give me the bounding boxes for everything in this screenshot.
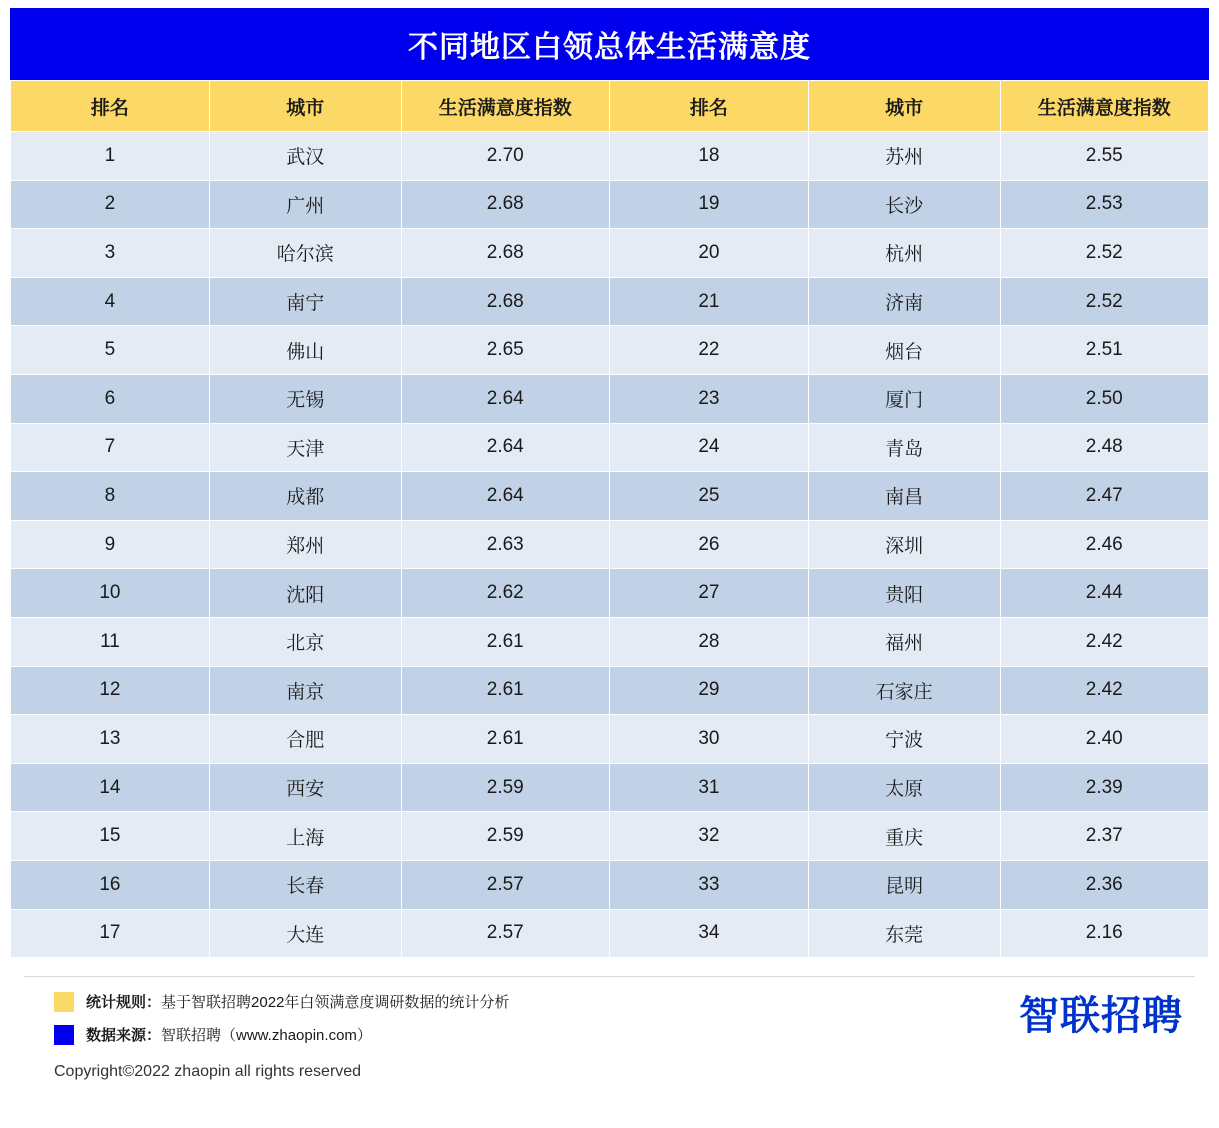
- cell-index-left: 2.64: [401, 374, 609, 423]
- cell-rank-left: 11: [11, 617, 210, 666]
- cell-city-right: 苏州: [808, 132, 1000, 181]
- cell-index-left: 2.64: [401, 423, 609, 472]
- cell-rank-right: 26: [609, 520, 808, 569]
- yellow-square-icon: [54, 992, 74, 1012]
- cell-rank-right: 29: [609, 666, 808, 715]
- table-header-row: [11, 81, 1209, 132]
- cell-city-right: 深圳: [808, 520, 1000, 569]
- column-header-index-left: 生活满意度指数: [401, 81, 609, 132]
- cell-index-right: 2.52: [1000, 277, 1209, 326]
- footer-source-text: [86, 1024, 372, 1045]
- table-row: [11, 812, 1209, 861]
- cell-index-left: 2.62: [401, 569, 609, 618]
- table-row: [11, 569, 1209, 618]
- cell-rank-right: 25: [609, 472, 808, 521]
- cell-index-left: 2.57: [401, 909, 609, 958]
- cell-rank-left: 7: [11, 423, 210, 472]
- cell-rank-left: 4: [11, 277, 210, 326]
- cell-index-left: 2.64: [401, 472, 609, 521]
- cell-index-left: 2.59: [401, 812, 609, 861]
- cell-index-left: 2.68: [401, 277, 609, 326]
- cell-city-right: 杭州: [808, 229, 1000, 278]
- cell-rank-right: 28: [609, 617, 808, 666]
- cell-rank-left: 2: [11, 180, 210, 229]
- cell-rank-right: 23: [609, 374, 808, 423]
- cell-city-right: 宁波: [808, 715, 1000, 764]
- footer-source-body: 智联招聘（www.zhaopin.com）: [161, 1027, 372, 1045]
- table-row: [11, 715, 1209, 764]
- cell-city-right: 东莞: [808, 909, 1000, 958]
- table-row: [11, 617, 1209, 666]
- cell-index-right: 2.47: [1000, 472, 1209, 521]
- cell-index-left: 2.57: [401, 860, 609, 909]
- cell-city-left: 无锡: [209, 374, 401, 423]
- ranking-table: [10, 80, 1209, 958]
- cell-rank-left: 5: [11, 326, 210, 375]
- column-header-rank-right: 排名: [609, 81, 808, 132]
- cell-city-right: 厦门: [808, 374, 1000, 423]
- cell-rank-right: 21: [609, 277, 808, 326]
- blue-square-icon: [54, 1025, 74, 1045]
- cell-rank-right: 31: [609, 763, 808, 812]
- cell-index-right: 2.52: [1000, 229, 1209, 278]
- cell-rank-left: 8: [11, 472, 210, 521]
- cell-index-left: 2.61: [401, 666, 609, 715]
- cell-city-right: 重庆: [808, 812, 1000, 861]
- cell-city-right: 贵阳: [808, 569, 1000, 618]
- cell-rank-right: 24: [609, 423, 808, 472]
- copyright-text: Copyright©2022 zhaopin all rights reserved: [54, 1063, 362, 1081]
- footer-source-label: 数据来源：: [86, 1027, 162, 1045]
- cell-city-left: 长春: [209, 860, 401, 909]
- cell-city-left: 南宁: [209, 277, 401, 326]
- cell-city-right: 太原: [808, 763, 1000, 812]
- cell-city-left: 哈尔滨: [209, 229, 401, 278]
- footer-rule-text: [86, 991, 509, 1012]
- footer-divider: [24, 976, 1195, 977]
- cell-rank-right: 30: [609, 715, 808, 764]
- table-row: [11, 763, 1209, 812]
- cell-rank-left: 1: [11, 132, 210, 181]
- table-row: [11, 277, 1209, 326]
- table-row: [11, 180, 1209, 229]
- cell-rank-right: 32: [609, 812, 808, 861]
- cell-city-left: 西安: [209, 763, 401, 812]
- cell-index-right: 2.44: [1000, 569, 1209, 618]
- footer-rule-label: 统计规则：: [86, 994, 162, 1012]
- cell-city-left: 佛山: [209, 326, 401, 375]
- brand-logo: 智联招聘: [1019, 994, 1183, 1039]
- cell-index-right: 2.16: [1000, 909, 1209, 958]
- cell-index-left: 2.59: [401, 763, 609, 812]
- cell-city-right: 昆明: [808, 860, 1000, 909]
- cell-rank-right: 27: [609, 569, 808, 618]
- cell-rank-right: 19: [609, 180, 808, 229]
- cell-rank-left: 13: [11, 715, 210, 764]
- cell-rank-left: 6: [11, 374, 210, 423]
- column-header-city-left: 城市: [209, 81, 401, 132]
- cell-city-right: 石家庄: [808, 666, 1000, 715]
- column-header-rank-left: 排名: [11, 81, 210, 132]
- cell-rank-left: 17: [11, 909, 210, 958]
- cell-rank-right: 18: [609, 132, 808, 181]
- cell-city-left: 合肥: [209, 715, 401, 764]
- column-header-city-right: 城市: [808, 81, 1000, 132]
- table-row: [11, 132, 1209, 181]
- table-row: [11, 860, 1209, 909]
- cell-index-right: 2.51: [1000, 326, 1209, 375]
- cell-index-right: 2.42: [1000, 617, 1209, 666]
- cell-index-left: 2.68: [401, 229, 609, 278]
- cell-city-left: 广州: [209, 180, 401, 229]
- table-row: [11, 520, 1209, 569]
- table-row: [11, 909, 1209, 958]
- table-row: [11, 326, 1209, 375]
- cell-rank-left: 12: [11, 666, 210, 715]
- cell-rank-left: 3: [11, 229, 210, 278]
- cell-index-right: 2.36: [1000, 860, 1209, 909]
- page-title: [10, 8, 1209, 80]
- cell-city-right: 青岛: [808, 423, 1000, 472]
- cell-index-right: 2.48: [1000, 423, 1209, 472]
- table-body: [11, 132, 1209, 958]
- cell-city-right: 南昌: [808, 472, 1000, 521]
- cell-rank-right: 20: [609, 229, 808, 278]
- cell-index-left: 2.68: [401, 180, 609, 229]
- cell-rank-left: 9: [11, 520, 210, 569]
- cell-index-left: 2.63: [401, 520, 609, 569]
- cell-rank-left: 14: [11, 763, 210, 812]
- table-row: [11, 472, 1209, 521]
- cell-city-left: 天津: [209, 423, 401, 472]
- cell-index-right: 2.40: [1000, 715, 1209, 764]
- cell-city-left: 南京: [209, 666, 401, 715]
- cell-index-right: 2.42: [1000, 666, 1209, 715]
- cell-rank-left: 16: [11, 860, 210, 909]
- cell-city-right: 长沙: [808, 180, 1000, 229]
- page-title-text: 不同地区白领总体生活满意度: [408, 31, 811, 64]
- cell-index-right: 2.53: [1000, 180, 1209, 229]
- cell-index-left: 2.61: [401, 617, 609, 666]
- cell-rank-right: 34: [609, 909, 808, 958]
- table-row: [11, 374, 1209, 423]
- cell-city-left: 武汉: [209, 132, 401, 181]
- cell-city-left: 上海: [209, 812, 401, 861]
- cell-index-right: 2.50: [1000, 374, 1209, 423]
- cell-rank-right: 22: [609, 326, 808, 375]
- cell-city-right: 烟台: [808, 326, 1000, 375]
- cell-index-left: 2.70: [401, 132, 609, 181]
- table-row: [11, 666, 1209, 715]
- cell-rank-right: 33: [609, 860, 808, 909]
- cell-rank-left: 15: [11, 812, 210, 861]
- cell-city-left: 北京: [209, 617, 401, 666]
- table-row: [11, 423, 1209, 472]
- footer-rule-body: 基于智联招聘2022年白领满意度调研数据的统计分析: [161, 994, 510, 1012]
- cell-rank-left: 10: [11, 569, 210, 618]
- cell-city-left: 大连: [209, 909, 401, 958]
- cell-index-left: 2.61: [401, 715, 609, 764]
- cell-index-left: 2.65: [401, 326, 609, 375]
- cell-index-right: 2.46: [1000, 520, 1209, 569]
- column-header-index-right: 生活满意度指数: [1000, 81, 1209, 132]
- cell-index-right: 2.39: [1000, 763, 1209, 812]
- cell-index-right: 2.37: [1000, 812, 1209, 861]
- cell-index-right: 2.55: [1000, 132, 1209, 181]
- table-row: [11, 229, 1209, 278]
- cell-city-left: 郑州: [209, 520, 401, 569]
- footer: [10, 958, 1209, 1128]
- cell-city-right: 济南: [808, 277, 1000, 326]
- cell-city-left: 成都: [209, 472, 401, 521]
- cell-city-right: 福州: [808, 617, 1000, 666]
- cell-city-left: 沈阳: [209, 569, 401, 618]
